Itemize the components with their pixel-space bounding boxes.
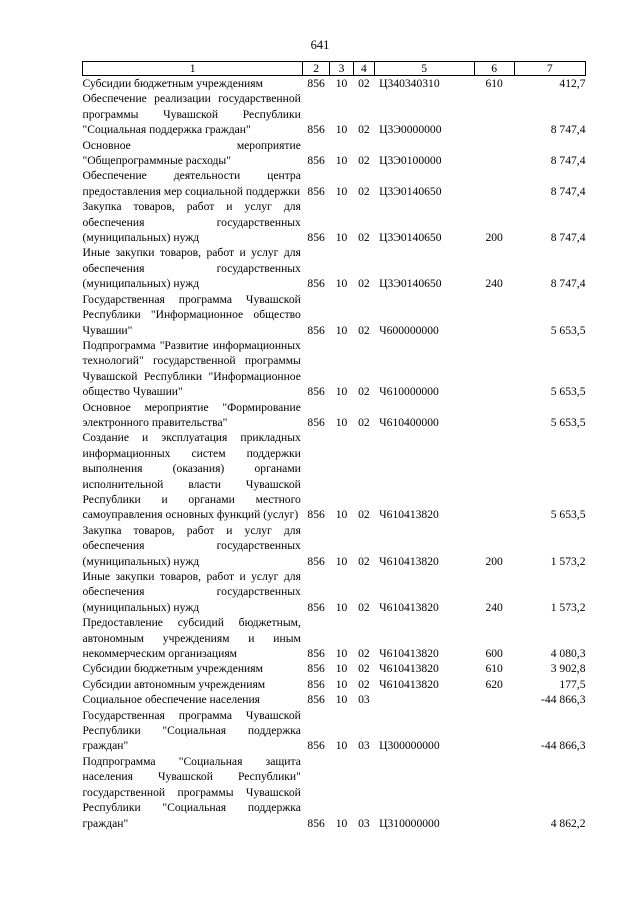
row-expense-type-cell xyxy=(474,400,514,431)
row-target-article-cell: Ц3Э0140650 xyxy=(379,277,442,291)
row-section-cell: 10 xyxy=(335,647,348,661)
row-amount-cell: 5 653,5 xyxy=(550,415,586,429)
row-admin-code-cell: 856 xyxy=(307,154,325,168)
row-amount-cell: 8 747,4 xyxy=(550,184,586,198)
row-section-cell: 10 xyxy=(335,816,348,830)
row-subsection-cell: 02 xyxy=(358,677,370,691)
row-subsection-cell: 02 xyxy=(358,647,370,661)
table-row xyxy=(83,292,586,338)
row-admin-code-cell: 856 xyxy=(307,323,325,337)
row-name-cell: Подпрограмма "Развитие информационных технологий" государственной программы Чувашской Республики "Информационное общество Чувашии" xyxy=(82,338,301,399)
row-name-cell: Социальное обеспечение населения xyxy=(82,693,261,707)
row-section-cell: 10 xyxy=(335,184,348,198)
header-col-1: 1 xyxy=(83,62,303,76)
table-row xyxy=(83,692,586,707)
row-section-cell: 10 xyxy=(335,154,348,168)
row-subsection-cell: 02 xyxy=(358,277,370,291)
header-col-2: 2 xyxy=(303,62,329,76)
row-expense-type-cell xyxy=(474,138,514,169)
row-admin-code-cell: 856 xyxy=(307,600,325,614)
row-target-article-cell: Ч610400000 xyxy=(379,415,439,429)
row-expense-type-cell: 240 xyxy=(485,600,503,614)
row-section-cell: 10 xyxy=(335,554,348,568)
table-row xyxy=(83,199,586,245)
row-subsection-cell: 02 xyxy=(358,231,370,245)
row-target-article-cell: Ц3Э0000000 xyxy=(379,123,442,137)
row-target-article-cell: Ч610413820 xyxy=(379,554,439,568)
row-section-cell: 10 xyxy=(335,677,348,691)
row-amount-cell: 177,5 xyxy=(559,677,586,691)
row-amount-cell: 4 862,2 xyxy=(550,816,586,830)
row-expense-type-cell: 200 xyxy=(485,231,503,245)
row-expense-type-cell xyxy=(474,708,514,754)
row-expense-type-cell xyxy=(474,292,514,338)
table-row xyxy=(83,76,586,92)
row-subsection-cell: 02 xyxy=(358,154,370,168)
row-target-article-cell: Ц340340310 xyxy=(379,77,440,90)
row-target-article-cell: Ц300000000 xyxy=(379,739,440,753)
header-col-4: 4 xyxy=(354,62,374,76)
row-target-article-cell: Ц3Э0140650 xyxy=(379,231,442,245)
row-name-cell: Иные закупки товаров, работ и услуг для обеспечения государственных (муниципальных) нужд xyxy=(82,570,301,614)
row-target-article-cell: Ч610413820 xyxy=(379,662,439,676)
row-section-cell: 10 xyxy=(335,277,348,291)
row-section-cell: 10 xyxy=(335,77,348,90)
row-section-cell: 10 xyxy=(335,385,348,399)
row-subsection-cell: 02 xyxy=(358,554,370,568)
table-row xyxy=(83,615,586,661)
row-expense-type-cell xyxy=(474,754,514,831)
row-expense-type-cell xyxy=(474,91,514,137)
row-expense-type-cell xyxy=(474,168,514,199)
row-admin-code-cell: 856 xyxy=(307,554,325,568)
row-name-cell: Государственная программа Чувашской Республики "Информационное общество Чувашии" xyxy=(82,292,301,337)
row-expense-type-cell: 610 xyxy=(485,77,503,90)
row-admin-code-cell: 856 xyxy=(307,385,325,399)
row-amount-cell: 8 747,4 xyxy=(550,231,586,245)
row-section-cell: 10 xyxy=(335,662,348,676)
row-target-article-cell: Ч610413820 xyxy=(379,677,439,691)
row-section-cell: 10 xyxy=(335,739,348,753)
row-target-article-cell: Ч600000000 xyxy=(379,323,439,337)
header-col-7: 7 xyxy=(514,62,586,76)
row-amount-cell: 412,7 xyxy=(559,77,586,90)
row-name-cell: Закупка товаров, работ и услуг для обеспечения государственных (муниципальных) нужд xyxy=(82,523,301,568)
table-row xyxy=(83,138,586,169)
row-name-cell: Субсидии бюджетным учреждениям xyxy=(82,77,263,90)
row-subsection-cell: 03 xyxy=(358,693,370,707)
row-admin-code-cell: 856 xyxy=(307,677,325,691)
row-amount-cell: -44 866,3 xyxy=(541,739,586,753)
row-section-cell: 10 xyxy=(335,323,348,337)
row-name-cell: Обеспечение деятельности центра предоставления мер социальной поддержки xyxy=(82,169,301,198)
row-name-cell: Иные закупки товаров, работ и услуг для обеспечения государственных (муниципальных) нужд xyxy=(82,246,301,291)
row-expense-type-cell: 200 xyxy=(485,554,503,568)
table-row xyxy=(83,569,586,615)
row-subsection-cell: 02 xyxy=(358,323,370,337)
row-amount-cell: -44 866,3 xyxy=(541,693,586,707)
row-section-cell: 10 xyxy=(335,508,348,522)
row-subsection-cell: 02 xyxy=(358,662,370,676)
table-row xyxy=(83,91,586,137)
row-name-cell: Создание и эксплуатация прикладных информационных систем поддержки выполнения (оказания) органами исполнительной власти Чувашской Республики и органами местного самоуправления основных функций (услуг) xyxy=(82,431,301,522)
row-admin-code-cell: 856 xyxy=(307,277,325,291)
row-subsection-cell: 02 xyxy=(358,600,370,614)
row-name-cell: Подпрограмма "Социальная защита населения Чувашской Республики" государственной программы Чувашской Республики "Социальная поддержка граждан" xyxy=(82,754,301,830)
table-row xyxy=(83,677,586,692)
row-admin-code-cell: 856 xyxy=(307,184,325,198)
row-section-cell: 10 xyxy=(335,123,348,137)
row-amount-cell: 5 653,5 xyxy=(550,385,586,399)
table-row xyxy=(83,661,586,676)
header-col-3: 3 xyxy=(329,62,353,76)
row-section-cell: 10 xyxy=(335,415,348,429)
table-row xyxy=(83,430,586,522)
row-amount-cell: 3 902,8 xyxy=(550,662,586,676)
row-admin-code-cell: 856 xyxy=(307,508,325,522)
budget-table xyxy=(82,61,586,831)
row-subsection-cell: 02 xyxy=(358,77,370,90)
row-expense-type-cell xyxy=(474,692,514,707)
page-number: 641 xyxy=(310,38,330,52)
row-amount-cell: 4 080,3 xyxy=(550,647,586,661)
row-target-article-cell: Ч610413820 xyxy=(379,508,439,522)
row-subsection-cell: 02 xyxy=(358,385,370,399)
row-amount-cell: 8 747,4 xyxy=(550,123,586,137)
row-subsection-cell: 02 xyxy=(358,123,370,137)
row-admin-code-cell: 856 xyxy=(307,816,325,830)
row-amount-cell: 5 653,5 xyxy=(550,323,586,337)
row-target-article-cell xyxy=(374,692,474,707)
row-target-article-cell: Ч610413820 xyxy=(379,600,439,614)
row-expense-type-cell: 240 xyxy=(485,277,503,291)
row-expense-type-cell: 610 xyxy=(485,662,503,676)
row-amount-cell: 8 747,4 xyxy=(550,154,586,168)
row-name-cell: Субсидии бюджетным учреждениям xyxy=(82,662,263,676)
row-admin-code-cell: 856 xyxy=(307,739,325,753)
row-amount-cell: 8 747,4 xyxy=(550,277,586,291)
row-amount-cell: 5 653,5 xyxy=(550,508,586,522)
row-subsection-cell: 03 xyxy=(358,739,370,753)
row-section-cell: 10 xyxy=(335,600,348,614)
row-amount-cell: 1 573,2 xyxy=(550,600,586,614)
row-admin-code-cell: 856 xyxy=(307,647,325,661)
row-name-cell: Основное мероприятие "Формирование электронного правительства" xyxy=(82,400,301,429)
row-section-cell: 10 xyxy=(335,693,348,707)
row-expense-type-cell xyxy=(474,338,514,400)
header-col-5: 5 xyxy=(374,62,474,76)
table-row xyxy=(83,245,586,291)
row-amount-cell: 1 573,2 xyxy=(550,554,586,568)
row-expense-type-cell: 600 xyxy=(485,647,503,661)
row-subsection-cell: 02 xyxy=(358,508,370,522)
table-row xyxy=(83,523,586,569)
row-subsection-cell: 02 xyxy=(358,184,370,198)
row-subsection-cell: 02 xyxy=(358,415,370,429)
row-admin-code-cell: 856 xyxy=(307,123,325,137)
row-name-cell: Государственная программа Чувашской Республики "Социальная поддержка граждан" xyxy=(82,708,301,753)
row-target-article-cell: Ц310000000 xyxy=(379,816,440,830)
row-name-cell: Обеспечение реализации государственной программы Чувашской Республики "Социальная поддержка граждан" xyxy=(82,92,301,137)
row-name-cell: Предоставление субсидий бюджетным, автономным учреждениям и иным некоммерческим организациям xyxy=(82,616,301,661)
row-name-cell: Субсидии автономным учреждениям xyxy=(82,677,266,691)
row-admin-code-cell: 856 xyxy=(307,231,325,245)
row-expense-type-cell xyxy=(474,430,514,522)
row-admin-code-cell: 856 xyxy=(307,77,325,90)
row-admin-code-cell: 856 xyxy=(307,693,325,707)
row-admin-code-cell: 856 xyxy=(307,662,325,676)
row-target-article-cell: Ц3Э0140650 xyxy=(379,184,442,198)
row-expense-type-cell: 620 xyxy=(485,677,503,691)
row-subsection-cell: 03 xyxy=(358,816,370,830)
table-row xyxy=(83,338,586,400)
table-header-row xyxy=(83,62,586,76)
row-section-cell: 10 xyxy=(335,231,348,245)
row-target-article-cell: Ч610413820 xyxy=(379,647,439,661)
table-row xyxy=(83,708,586,754)
row-name-cell: Закупка товаров, работ и услуг для обеспечения государственных (муниципальных) нужд xyxy=(82,200,301,245)
table-row xyxy=(83,754,586,831)
table-row xyxy=(83,168,586,199)
row-target-article-cell: Ч610000000 xyxy=(379,385,439,399)
row-target-article-cell: Ц3Э0100000 xyxy=(379,154,442,168)
row-admin-code-cell: 856 xyxy=(307,415,325,429)
row-name-cell: Основное мероприятие "Общепрограммные расходы" xyxy=(82,138,301,168)
header-col-6: 6 xyxy=(474,62,514,76)
table-row xyxy=(83,400,586,431)
